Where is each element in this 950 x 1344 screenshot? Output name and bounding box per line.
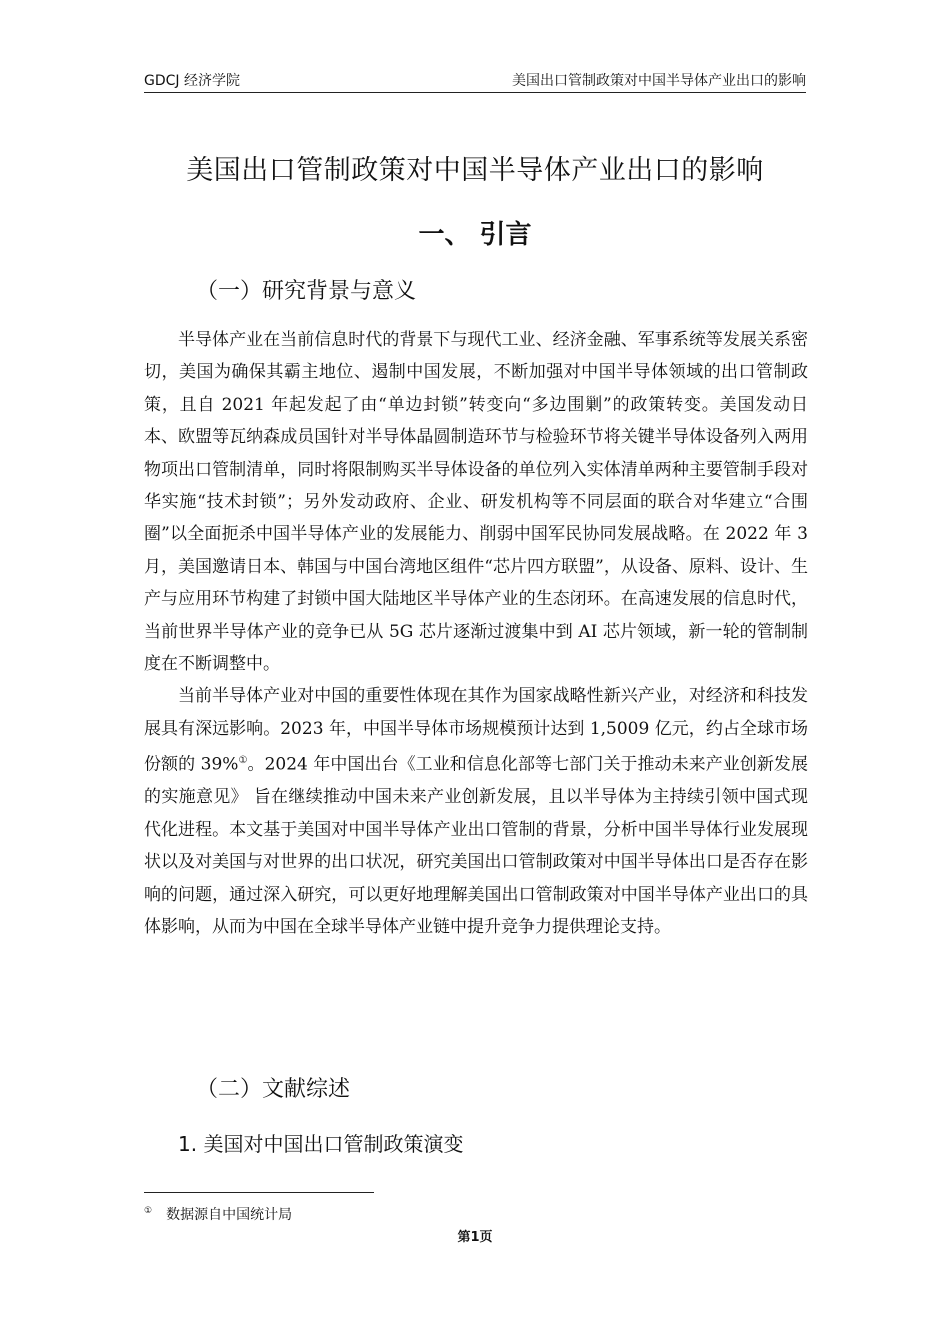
footnote-divider bbox=[144, 1192, 374, 1193]
paragraph-2-part-1: 当前半导体产业对中国的重要性体现在其作为国家战略性新兴产业，对经济和科技发展具有深远影响。2023 年，中国半导体市场规模预计达到 1,5009 亿元，约占全球市场份额的 39% bbox=[144, 686, 808, 775]
list-item-heading-1: 1. 美国对中国出口管制政策演变 bbox=[178, 1132, 464, 1156]
subsection-heading-background: （一）研究背景与意义 bbox=[196, 279, 417, 304]
footnote-text: 数据源自中国统计局 bbox=[166, 1207, 293, 1223]
subsection-heading-literature: （二）文献综述 bbox=[196, 1077, 351, 1102]
footnote-reference[interactable]: ① bbox=[238, 755, 248, 767]
header-right: 美国出口管制政策对中国半导体产业出口的影响 bbox=[512, 73, 806, 89]
section-heading-intro: 一、 引言 bbox=[418, 220, 532, 250]
header-left: GDCJ 经济学院 bbox=[144, 73, 240, 89]
page-number: 第1页 bbox=[457, 1230, 493, 1245]
body-text bbox=[144, 324, 808, 943]
paragraph-2-part-2: 。2024 年中国出台《工业和信息化部等七部门关于推动未来产业创新发展的实施意见》 旨在继续推动中国未来产业创新发展，且以半导体为主持续引领中国式现代化进程。本文基于美国对中国半导体产业出口管制的背景，分析中国半导体行业发展现状以及对美国与对世界的出口状况，研究美国出口管制政策对中国半导体出口是否存在影响的问题，通过深入研究，可以更好地理解美国出口管制政策对中国半导体产业出口的具体影响，从而为中国在全球半导体产业链中提升竞争力提供理论支持。 bbox=[144, 754, 808, 937]
footnote-mark: ① bbox=[144, 1206, 153, 1217]
paragraph-1: 半导体产业在当前信息时代的背景下与现代工业、经济金融、军事系统等发展关系密切，美国为确保其霸主地位、遏制中国发展，不断加强对中国半导体领域的出口管制政策，且自 2021 年起发起了由“单边封锁”转变向“多边围剿”的政策转变。美国发动日本、欧盟等瓦纳森成员国针对半导体晶圆制造环节与检验环节将关键半导体设备列入两用物项出口管制清单，同时将限制购买半导体设备的单位列入实体清单两种主要管制手段对华实施“技术封锁”；另外发动政府、企业、研发机构等不同层面的联合对华建立“合围圈”以全面扼杀中国半导体产业的发展能力、削弱中国军民协同发展战略。在 2022 年 3 月，美国邀请日本、韩国与中国台湾地区组件“芯片四方联盟”，从设备、原料、设计、生产与应用环节构建了封锁中国大陆地区半导体产业的生态闭环。在高速发展的信息时代，当前世界半导体产业的竞争已从 5G 芯片逐渐过渡集中到 AI 芯片领域，新一轮的管制制度在不断调整中。 bbox=[144, 330, 808, 675]
paper-title: 美国出口管制政策对中国半导体产业出口的影响 bbox=[186, 155, 764, 186]
page-header bbox=[144, 66, 806, 93]
footnote bbox=[144, 1204, 292, 1224]
paragraph-2 bbox=[144, 680, 808, 943]
